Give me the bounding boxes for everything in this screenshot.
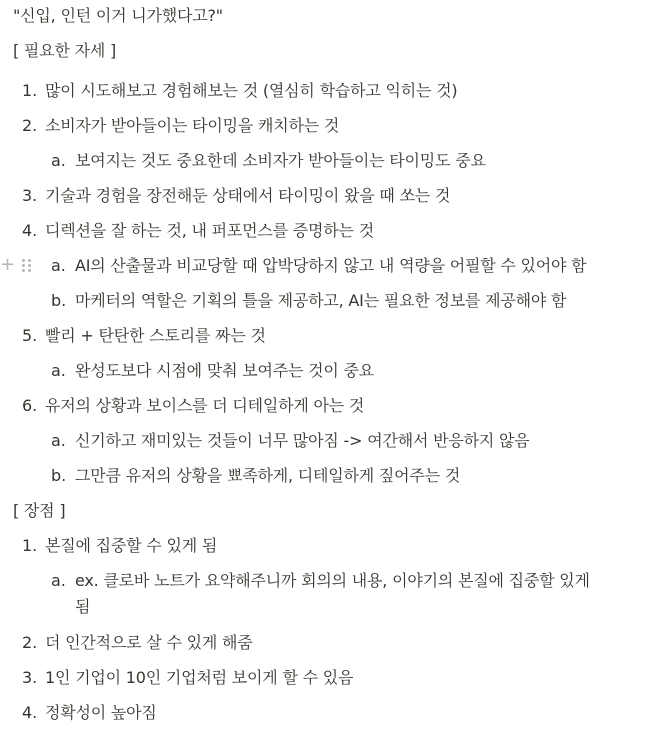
list-item: 1인 기업이 10인 기업처럼 보이게 할 수 있음 [45, 668, 354, 687]
list-marker: a. [51, 151, 66, 170]
list-item: 마케터의 역할은 기획의 틀을 제공하고, AI는 필요한 정보를 제공해야 함 [75, 291, 567, 310]
list-item: AI의 산출물과 비교당할 때 압박당하지 않고 내 역량을 어필할 수 있어야 함 [75, 256, 587, 275]
list-item: 많이 시도해보고 경험해보는 것 (열심히 학습하고 익히는 것) [45, 81, 458, 100]
list-marker: 4. [22, 703, 38, 722]
list-marker: 6. [22, 396, 38, 415]
list-marker: 3. [22, 668, 38, 687]
list-marker: 5. [22, 326, 38, 345]
list-marker: b. [51, 466, 67, 485]
block-handle [0, 255, 40, 277]
list-marker: 2. [22, 633, 38, 652]
list-item-continuation: 됨 [75, 597, 91, 616]
list-marker: a. [51, 256, 66, 275]
list-item: 신기하고 재미있는 것들이 너무 많아짐 -> 여간해서 반응하지 않음 [75, 431, 530, 450]
list-marker: 1. [22, 81, 38, 100]
list-item: 디렉션을 잘 하는 것, 내 퍼포먼스를 증명하는 것 [45, 221, 374, 240]
list-marker: 1. [22, 536, 38, 555]
add-block-icon[interactable]: + [0, 254, 16, 275]
list-item: ex. 클로바 노트가 요약해주니까 회의의 내용, 이야기의 본질에 집중할 있게 [75, 571, 590, 590]
list-marker: 4. [22, 221, 38, 240]
list-item: 빨리 + 탄탄한 스토리를 짜는 것 [45, 326, 266, 345]
list-item: 완성도보다 시점에 맞춰 보여주는 것이 중요 [75, 361, 375, 380]
page-title: "신입, 인턴 이거 니가했다고?" [13, 6, 223, 25]
list-item: 보여지는 것도 중요한데 소비자가 받아들이는 타이밍도 중요 [75, 151, 486, 170]
list-item: 그만큼 유저의 상황을 뾰족하게, 디테일하게 짚어주는 것 [75, 466, 461, 485]
list-marker: a. [51, 571, 66, 590]
list-marker: b. [51, 291, 67, 310]
list-item: 유저의 상황과 보이스를 더 디테일하게 아는 것 [45, 396, 365, 415]
section-heading: [ 필요한 자세 ] [13, 41, 117, 60]
drag-handle-icon[interactable] [22, 259, 32, 273]
list-marker: a. [51, 431, 66, 450]
list-marker: 2. [22, 116, 38, 135]
list-item: 소비자가 받아들이는 타이밍을 캐치하는 것 [45, 116, 340, 135]
list-item: 기술과 경험을 장전해둔 상태에서 타이밍이 왔을 때 쏘는 것 [45, 186, 451, 205]
list-item: 정확성이 높아짐 [45, 703, 157, 722]
list-item: 본질에 집중할 수 있게 됨 [45, 536, 218, 555]
section-heading: [ 장점 ] [13, 501, 66, 520]
list-item: 더 인간적으로 살 수 있게 해줌 [45, 633, 253, 652]
list-marker: 3. [22, 186, 38, 205]
list-marker: a. [51, 361, 66, 380]
